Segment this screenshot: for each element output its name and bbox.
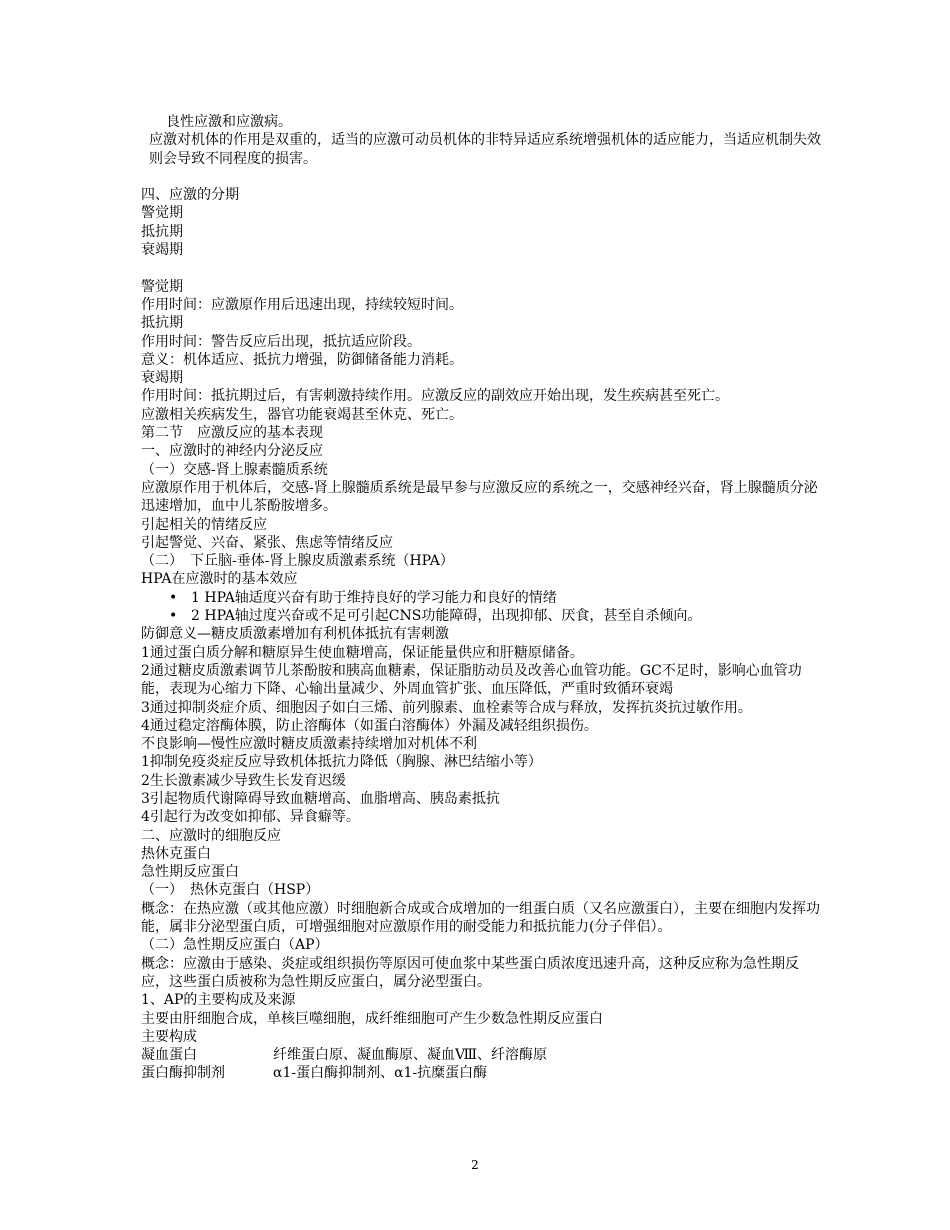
text-line: 主要由肝细胞合成，单核巨噬细胞，成纤维细胞可产生少数急性期反应蛋白 bbox=[141, 1010, 603, 1027]
subsection-heading: （一） 热休克蛋白（HSP） bbox=[141, 882, 320, 899]
text-line: 抵抗期 bbox=[141, 223, 183, 240]
text-line: 3通过抑制炎症介质、细胞因子如白三烯、前列腺素、血栓素等合成与释放，发挥抗炎抗过敏作用。 bbox=[141, 699, 752, 716]
paragraph: 概念：应激由于感染、炎症或组织损伤等原因可使血浆中某些蛋白质浓度迅速升高，这种反应称为急性期反应，这些蛋白质被称为急性期反应蛋白，属分泌型蛋白。 bbox=[141, 955, 799, 990]
blank-line bbox=[141, 168, 821, 186]
text-line: 1抑制免疫炎症反应导致机体抵抗力降低（胸腺、淋巴结缩小等） bbox=[141, 754, 542, 771]
page-number: 2 bbox=[471, 1158, 479, 1172]
text-line: 良性应激和应激病。 bbox=[166, 114, 292, 130]
text-line: 4通过稳定溶酶体膜，防止溶酶体（如蛋白溶酶体）外漏及减轻组织损伤。 bbox=[141, 717, 598, 734]
subsection-heading: （二） 下丘脑-垂体-肾上腺皮质激素系统（HPA） bbox=[141, 553, 454, 570]
text-line: 1通过蛋白质分解和糖原异生使血糖增高，保证能量供应和肝糖原储备。 bbox=[141, 644, 584, 661]
table-cell-name: 凝血蛋白 bbox=[141, 1047, 197, 1064]
text-line: 1、AP的主要构成及来源 bbox=[141, 992, 296, 1009]
paragraph: 2通过糖皮质激素调节儿茶酚胺和胰高血糖素，保证脂肪动员及改善心血管功能。GC不足时，影响心血管功能，表现为心缩力下降、心输出量减少、外周血管扩张、血压降低，严重时致循环衰竭 bbox=[141, 662, 802, 698]
blank-line bbox=[141, 259, 821, 277]
bullet-item bbox=[141, 589, 821, 607]
paragraph: 概念：在热应激（或其他应激）时细胞新合成或合成增加的一组蛋白质（又名应激蛋白），主要在细胞内发挥功能，属非分泌型蛋白质，可增强细胞对应激原作用的耐受能力和抵抗能力(分子伴侣）。 bbox=[141, 900, 820, 936]
text-line: 衰竭期 bbox=[141, 370, 183, 387]
text-line: 不良影响—慢性应激时糖皮质激素持续增加对机体不利 bbox=[141, 736, 477, 753]
text-line: 2生长激素减少导致生长发育迟缓 bbox=[141, 772, 346, 789]
section-heading: 第二节 应激反应的基本表现 bbox=[141, 425, 323, 442]
text-line: 警觉期 bbox=[141, 205, 183, 222]
text-line: 急性期反应蛋白 bbox=[141, 864, 239, 881]
text-line: 警觉期 bbox=[141, 278, 183, 295]
subsection-heading: （一）交感-肾上腺素髓质系统 bbox=[141, 461, 328, 478]
section-heading: 一、应激时的神经内分泌反应 bbox=[141, 443, 323, 460]
text-line: 作用时间：应激原作用后迅速出现，持续较短时间。 bbox=[141, 296, 463, 313]
text-line: 应激相关疾病发生，器官功能衰竭甚至休克、死亡。 bbox=[141, 406, 463, 423]
bullet-icon: • bbox=[169, 608, 178, 625]
text-line: 引起相关的情绪反应 bbox=[141, 516, 267, 533]
table-cell-name: 蛋白酶抑制剂 bbox=[141, 1065, 225, 1082]
table-row bbox=[141, 1064, 821, 1082]
section-heading: 二、应激时的细胞反应 bbox=[141, 827, 281, 844]
paragraph: 应激原作用于机体后，交感-肾上腺髓质系统是最早参与应激反应的系统之一，交感神经兴奋，肾上腺髓质分泌迅速增加，血中儿茶酚胺增多。 bbox=[141, 479, 818, 515]
paragraph: 应激对机体的作用是双重的，适当的应激可动员机体的非特异适应系统增强机体的适应能力，当适应机制失效则会导致不同程度的损害。 bbox=[149, 132, 821, 167]
table-cell-value: α1-蛋白酶抑制剂、α1-抗糜蛋白酶 bbox=[273, 1065, 488, 1082]
table-cell-value: 纤维蛋白原、凝血酶原、凝血Ⅷ、纤溶酶原 bbox=[273, 1047, 548, 1064]
text-line: 衰竭期 bbox=[141, 242, 183, 259]
text-line: 作用时间：警告反应后出现，抵抗适应阶段。 bbox=[141, 333, 421, 350]
subsection-heading: （二）急性期反应蛋白（AP） bbox=[141, 937, 329, 954]
bullet-item bbox=[141, 607, 821, 625]
table-row bbox=[141, 1046, 821, 1064]
text-line: 引起警觉、兴奋、紧张、焦虑等情绪反应 bbox=[141, 534, 393, 551]
section-heading: 四、应激的分期 bbox=[141, 187, 239, 204]
text-line: 热休克蛋白 bbox=[141, 845, 211, 862]
text-line: 抵抗期 bbox=[141, 315, 183, 332]
text-line: 防御意义—糖皮质激素增加有利机体抵抗有害刺激 bbox=[141, 626, 449, 643]
bullet-icon: • bbox=[169, 589, 178, 606]
bullet-text: 1 HPA轴适度兴奋有助于维持良好的学习能力和良好的情绪 bbox=[191, 589, 557, 606]
text-line: 意义：机体适应、抵抗力增强，防御储备能力消耗。 bbox=[141, 351, 463, 368]
text-line: HPA在应激时的基本效应 bbox=[141, 571, 298, 588]
text-line: 作用时间：抵抗期过后，有害刺激持续作用。应激反应的副效应开始出现，发生疾病甚至死亡。 bbox=[141, 388, 729, 405]
text-line: 3引起物质代谢障碍导致血糖增高、血脂增高、胰岛素抵抗 bbox=[141, 790, 500, 807]
bullet-text: 2 HPA轴过度兴奋或不足可引起CNS功能障碍，出现抑郁、厌食，甚至自杀倾向。 bbox=[191, 608, 702, 625]
text-line: 主要构成 bbox=[141, 1028, 197, 1045]
document-body bbox=[141, 113, 821, 1083]
text-line: 4引起行为改变如抑郁、异食癖等。 bbox=[141, 809, 360, 826]
